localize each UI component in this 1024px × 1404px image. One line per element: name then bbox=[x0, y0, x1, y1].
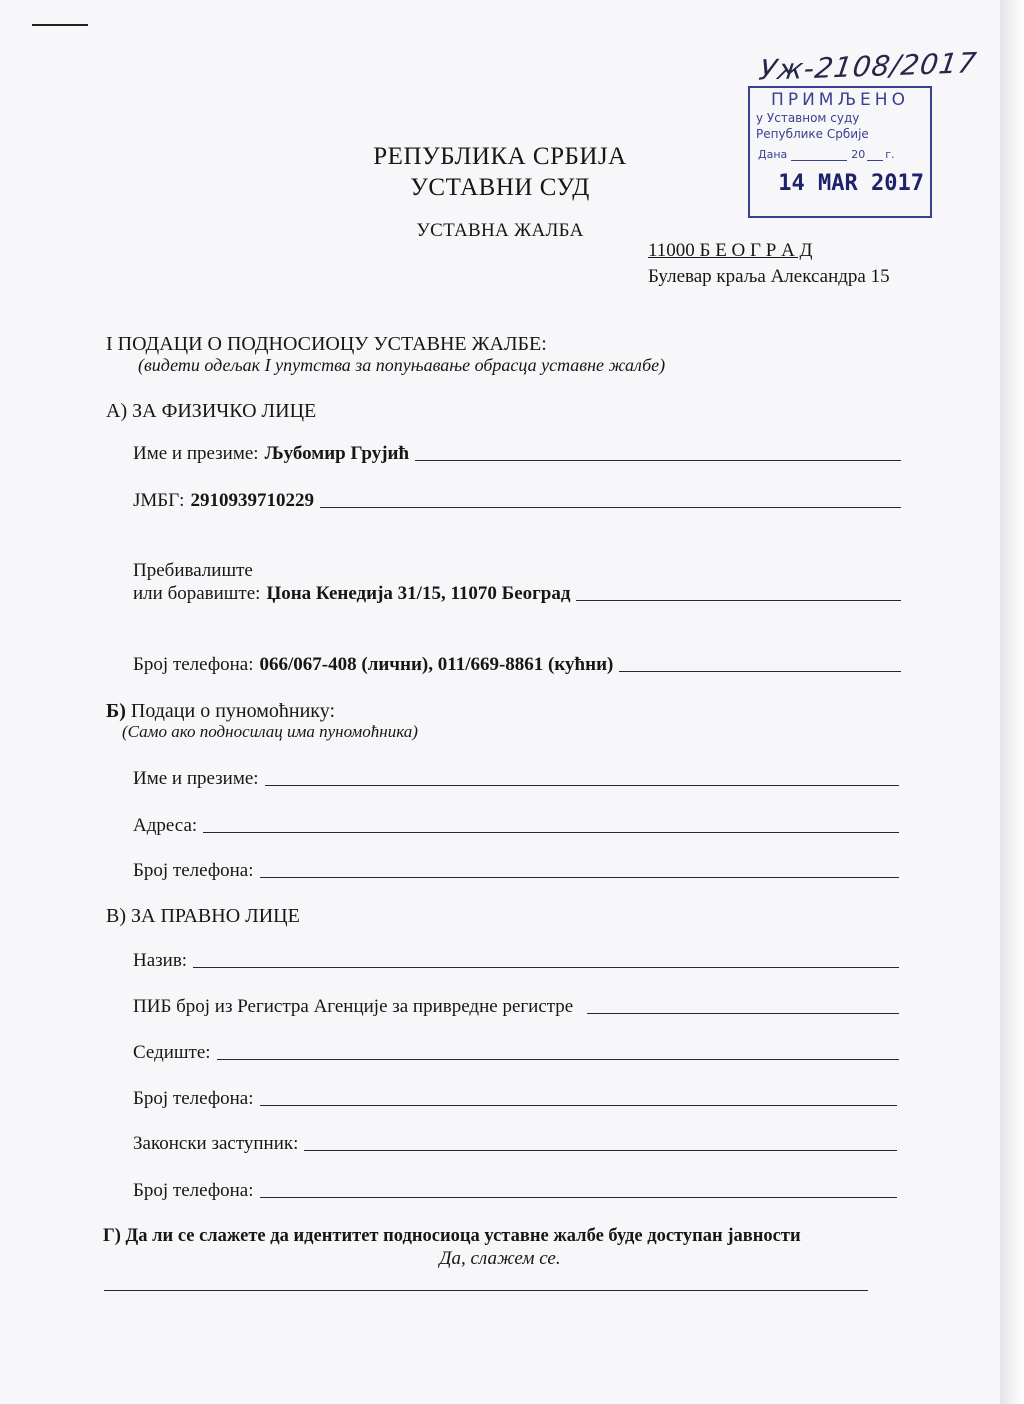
legal-phone2-row bbox=[133, 1180, 897, 1202]
margin-mark bbox=[32, 24, 88, 26]
attorney-title-text: Подаци о пуномоћнику: bbox=[130, 700, 336, 722]
consent-question: Г) Да ли се слажете да идентитет подносиоца уставне жалбе буде доступан јавности bbox=[103, 1226, 801, 1246]
attorney-name-row bbox=[133, 768, 899, 790]
stamp-year-suffix: г. bbox=[885, 148, 895, 161]
section-1-note: (видети одељак I упутства за попуњавање обрасца уставне жалбе) bbox=[138, 355, 666, 375]
legal-entity-title: В) ЗА ПРАВНО ЛИЦЕ bbox=[106, 905, 300, 927]
legal-seat-input[interactable] bbox=[217, 1058, 899, 1060]
applicant-name-line bbox=[415, 459, 901, 461]
handwritten-case-number: Уж-2108/2017 bbox=[757, 46, 980, 87]
legal-phone-row bbox=[133, 1088, 897, 1110]
page-edge bbox=[1000, 0, 1024, 1404]
attorney-title-prefix: Б) bbox=[106, 700, 126, 722]
applicant-jmbg-row bbox=[133, 490, 901, 512]
attorney-note: (Само ако подносилац има пуномоћника) bbox=[122, 722, 418, 741]
bleed-through-text bbox=[120, 120, 124, 140]
applicant-phone-line bbox=[619, 670, 901, 672]
legal-pib-label: ПИБ број из Регистра Агенције за привредне регистре bbox=[133, 996, 574, 1017]
legal-seat-row bbox=[133, 1042, 899, 1064]
attorney-phone-label: Број телефона: bbox=[133, 860, 254, 881]
address-city: 11000 Б Е О Г Р А Д bbox=[648, 240, 813, 261]
stamp-year-prefix: 20 bbox=[851, 148, 866, 161]
attorney-name-input[interactable] bbox=[265, 784, 899, 786]
attorney-address-label: Адреса: bbox=[133, 815, 198, 836]
applicant-phone-label: Број телефона: bbox=[133, 654, 254, 675]
applicant-name-row bbox=[133, 443, 901, 465]
legal-phone-label: Број телефона: bbox=[133, 1088, 254, 1109]
consent-answer[interactable]: Да, слажем се. bbox=[439, 1248, 561, 1269]
applicant-phone-row bbox=[133, 654, 901, 676]
residence-label-line-2: или боравиште: bbox=[133, 583, 261, 604]
attorney-title bbox=[106, 700, 335, 723]
legal-phone2-input[interactable] bbox=[260, 1196, 897, 1198]
legal-representative-label: Законски заступник: bbox=[133, 1133, 299, 1154]
residence-label-line-1: Пребивалиште bbox=[133, 560, 253, 581]
stamp-title: ПРИМЉЕНО bbox=[771, 90, 909, 110]
legal-name-label: Назив: bbox=[133, 950, 188, 971]
legal-representative-row bbox=[133, 1133, 897, 1155]
legal-seat-label: Седиште: bbox=[133, 1042, 211, 1063]
address-street: Булевар краља Александра 15 bbox=[648, 266, 890, 287]
applicant-name-value[interactable]: Љубомир Грујић bbox=[264, 443, 410, 464]
legal-phone-input[interactable] bbox=[260, 1104, 897, 1106]
applicant-residence-row bbox=[133, 583, 901, 605]
applicant-name-label: Име и презиме: bbox=[133, 443, 259, 464]
applicant-jmbg-value[interactable]: 2910939710229 bbox=[190, 490, 314, 511]
applicant-jmbg-line bbox=[320, 506, 901, 508]
legal-phone2-label: Број телефона: bbox=[133, 1180, 254, 1201]
stamp-year-blank bbox=[867, 160, 883, 161]
physical-person-title: А) ЗА ФИЗИЧКО ЛИЦЕ bbox=[106, 400, 317, 422]
stamp-date-label: Дана bbox=[758, 148, 788, 161]
stamp-date-row bbox=[750, 148, 930, 161]
legal-pib-input[interactable] bbox=[587, 1012, 899, 1014]
legal-name-input[interactable] bbox=[193, 966, 899, 968]
stamp-date-blank bbox=[791, 160, 847, 161]
republic-heading: РЕПУБЛИКА СРБИЈА bbox=[373, 143, 627, 170]
legal-representative-input[interactable] bbox=[304, 1149, 897, 1151]
stamp-line-1: у Уставном суду bbox=[756, 111, 860, 125]
attorney-address-row bbox=[133, 815, 899, 837]
consent-answer-line bbox=[104, 1290, 868, 1291]
court-heading: УСТАВНИ СУД bbox=[410, 174, 590, 201]
applicant-residence-value[interactable]: Џона Кенедија 31/15, 11070 Београд bbox=[266, 583, 571, 604]
applicant-jmbg-label: ЈМБГ: bbox=[133, 490, 185, 511]
applicant-residence-line bbox=[576, 599, 901, 601]
attorney-phone-input[interactable] bbox=[260, 876, 899, 878]
attorney-address-input[interactable] bbox=[203, 831, 899, 833]
stamp-line-2: Републике Србије bbox=[756, 127, 869, 141]
attorney-phone-row bbox=[133, 860, 899, 882]
legal-name-row bbox=[133, 950, 899, 972]
attorney-name-label: Име и презиме: bbox=[133, 768, 259, 789]
document-title: УСТАВНА ЖАЛБА bbox=[416, 220, 584, 241]
received-stamp bbox=[748, 86, 932, 218]
legal-pib-row bbox=[133, 996, 899, 1018]
stamp-received-date: 14 MAR 2017 bbox=[778, 171, 924, 196]
applicant-phone-value[interactable]: 066/067-408 (лични), 011/669-8861 (кућни) bbox=[259, 654, 614, 675]
section-1-title: I ПОДАЦИ О ПОДНОСИОЦУ УСТАВНЕ ЖАЛБЕ: bbox=[106, 333, 547, 355]
